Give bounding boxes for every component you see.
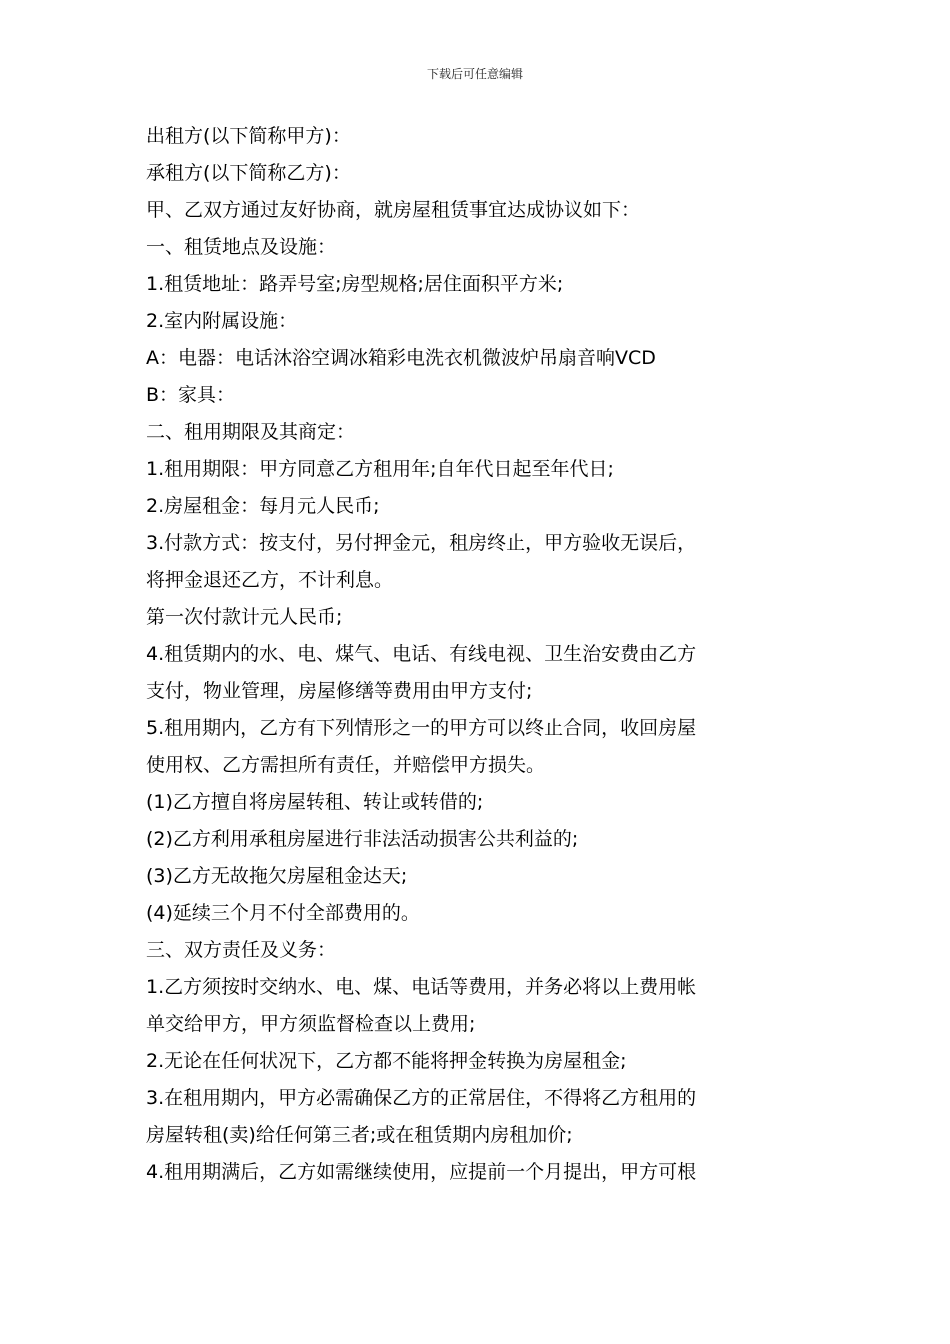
lessee-line: 承租方(以下简称乙方)： [146,162,351,184]
clause-lease-term: 1.租用期限：甲方同意乙方租用年;自年代日起至年代日; [146,458,614,480]
list-item: (4)延续三个月不付全部费用的。 [146,902,420,924]
clause-facilities: 2.室内附属设施： [146,310,298,332]
agreement-intro: 甲、乙双方通过友好协商，就房屋租赁事宜达成协议如下： [146,199,641,221]
list-item: (1)乙方擅自将房屋转租、转让或转借的; [146,791,484,813]
clause-residence: 3.在租用期内，甲方必需确保乙方的正常居住，不得将乙方租用的 [146,1087,697,1109]
clause-rent: 2.房屋租金：每月元人民币; [146,495,380,517]
clause-furniture: B：家具： [146,384,236,406]
clause-deposit: 2.无论在任何状况下，乙方都不能将押金转换为房屋租金; [146,1050,627,1072]
clause-utilities: 4.租赁期内的水、电、煤气、电话、有线电视、卫生治安费由乙方 [146,643,697,665]
clause-renewal: 4.租用期满后，乙方如需继续使用，应提前一个月提出，甲方可根 [146,1161,697,1183]
clause-termination-cont: 使用权、乙方需担所有责任，并赔偿甲方损失。 [146,754,546,776]
list-item: (3)乙方无故拖欠房屋租金达天; [146,865,408,887]
clause-residence-cont: 房屋转租(卖)给任何第三者;或在租赁期内房租加价; [146,1124,573,1146]
page-header-note: 下载后可任意编辑 [426,67,523,81]
lessor-line: 出租方(以下简称甲方)： [146,125,351,147]
list-item: (2)乙方利用承租房屋进行非法活动损害公共利益的; [146,828,579,850]
clause-payment-cont: 将押金退还乙方，不计利息。 [146,569,394,591]
section-heading-term: 二、租用期限及其商定： [146,421,356,443]
section-heading-duties: 三、双方责任及义务： [146,939,337,961]
clause-payment: 3.付款方式：按支付，另付押金元，租房终止，甲方验收无误后， [146,532,697,554]
clause-first-payment: 第一次付款计元人民币; [146,606,343,628]
section-heading-location: 一、租赁地点及设施： [146,236,337,258]
clause-address: 1.租赁地址：路弄号室;房型规格;居住面积平方米; [146,273,564,295]
clause-utilities-cont: 支付，物业管理，房屋修缮等费用由甲方支付; [146,680,533,702]
clause-termination: 5.租用期内，乙方有下列情形之一的甲方可以终止合同，收回房屋 [146,717,697,739]
document-body [146,118,810,1191]
clause-fees: 1.乙方须按时交纳水、电、煤、电话等费用，并务必将以上费用帐 [146,976,697,998]
clause-appliances: A：电器：电话沐浴空调冰箱彩电洗衣机微波炉吊扇音响VCD [146,347,656,369]
clause-fees-cont: 单交给甲方，甲方须监督检查以上费用; [146,1013,476,1035]
